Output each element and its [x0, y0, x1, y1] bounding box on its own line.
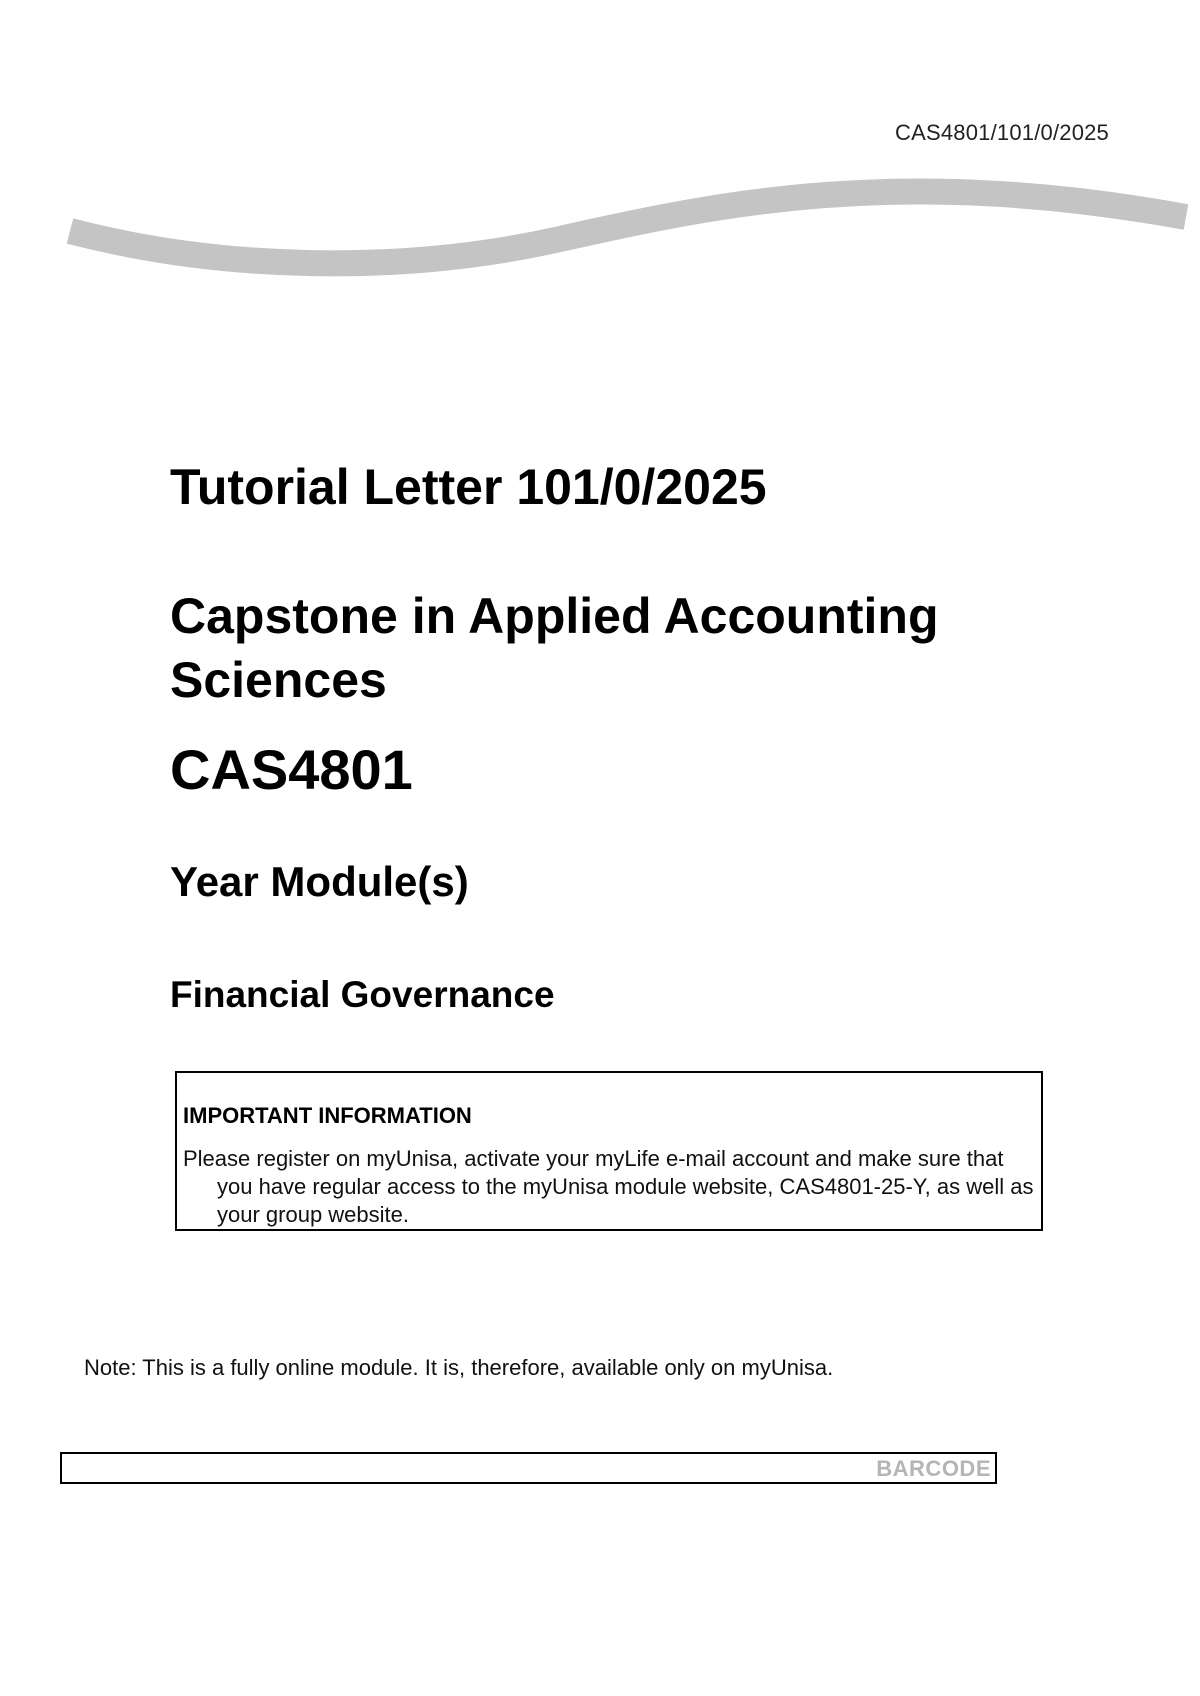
wave-stroke [70, 192, 1186, 264]
decorative-wave [0, 160, 1200, 300]
online-module-note: Note: This is a fully online module. It is, therefore, available only on myUnisa. [84, 1355, 834, 1380]
important-information-box [175, 1071, 1043, 1231]
important-information-heading: IMPORTANT INFORMATION [183, 1103, 472, 1128]
module-period-title: Year Module(s) [170, 858, 469, 905]
tutorial-letter-title: Tutorial Letter 101/0/2025 [170, 459, 767, 515]
module-name-title: Capstone in Applied Accounting Sciences [170, 588, 939, 708]
module-code-title: CAS4801 [170, 738, 413, 801]
barcode-box [60, 1452, 997, 1484]
document-code: CAS4801/101/0/2025 [895, 120, 1109, 145]
important-information-text: Please register on myUnisa, activate your myLife e-mail account and make sure that you have regular access to the myUnisa module website, CAS4801-25-Y, as well as your group website. [183, 1146, 1034, 1227]
subject-title: Financial Governance [170, 974, 555, 1015]
barcode-label: BARCODE [876, 1456, 991, 1481]
